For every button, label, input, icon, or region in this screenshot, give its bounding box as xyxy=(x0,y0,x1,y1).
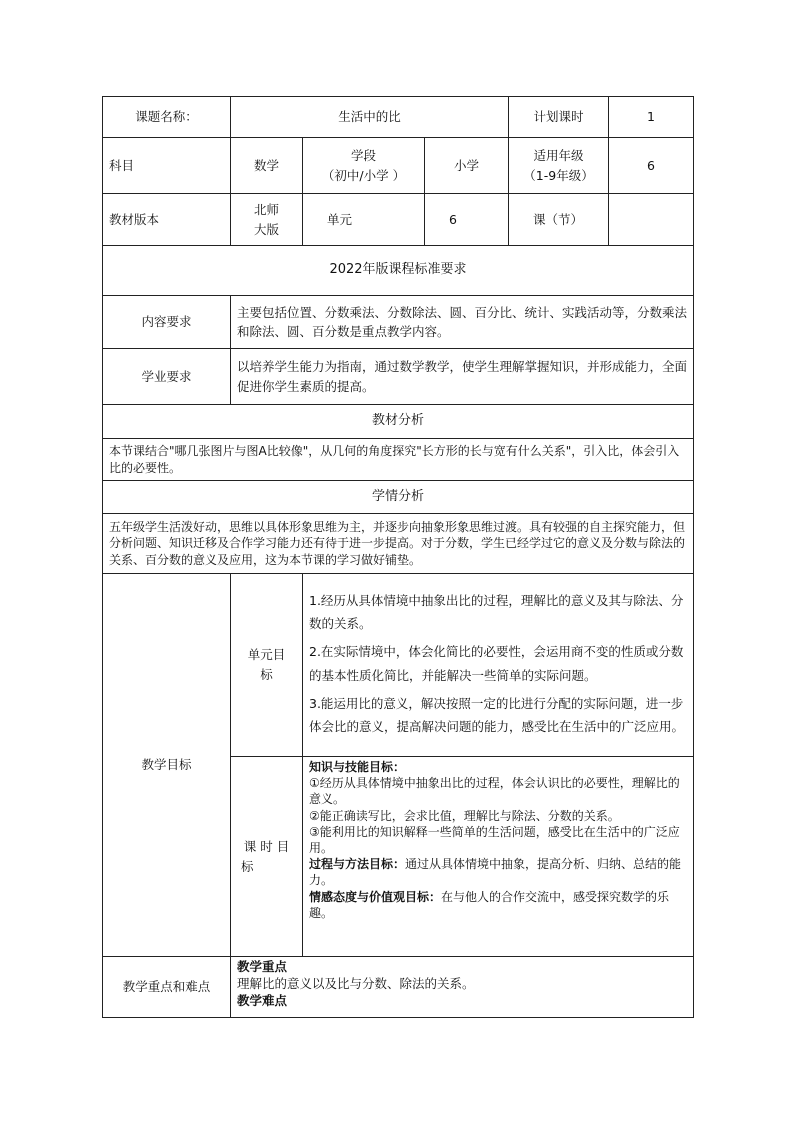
academic-requirements-text: 以培养学生能力为指南，通过数学教学，使学生理解掌握知识，并形成能力，全面促进你学生素质的提高。 xyxy=(231,349,694,405)
grade-label-line2: （1-9年级） xyxy=(523,167,594,183)
students-heading-row xyxy=(103,481,694,514)
title-value: 生活中的比 xyxy=(231,97,509,138)
lesson-goals-label-line2: 标 xyxy=(241,858,254,874)
keypoints-content xyxy=(231,957,694,1018)
difficulty-heading: 教学难点 xyxy=(237,992,288,1008)
students-text-row xyxy=(103,514,694,574)
keypoints-label: 教学重点和难点 xyxy=(103,957,231,1018)
planned-hours-value: 1 xyxy=(609,97,694,138)
emotion-goals-heading: 情感态度与价值观目标： xyxy=(309,889,442,904)
subject-label: 科目 xyxy=(103,138,231,194)
edition-value xyxy=(231,194,303,246)
subject-row xyxy=(103,138,694,194)
knowledge-goals-heading: 知识与技能目标： xyxy=(309,760,406,774)
textbook-heading-row xyxy=(103,405,694,439)
stage-label-line1: 学段 xyxy=(350,147,376,163)
focus-heading: 教学重点 xyxy=(237,959,288,974)
lesson-label: 课（节） xyxy=(509,194,609,246)
standards-heading: 2022年版课程标准要求 xyxy=(103,246,694,296)
unit-goals-list xyxy=(303,574,694,757)
textbook-analysis-heading: 教材分析 xyxy=(103,405,694,439)
knowledge-goal-item: ③能利用比的知识解释一些简单的生活问题，感受比在生活中的广泛应用。 xyxy=(309,824,680,855)
unit-value: 6 xyxy=(425,194,509,246)
standards-heading-row xyxy=(103,246,694,296)
lesson-value xyxy=(609,194,694,246)
grade-label-line1: 适用年级 xyxy=(533,147,584,163)
stage-label-line2: （初中/小学 ） xyxy=(321,167,406,183)
student-analysis-heading: 学情分析 xyxy=(103,481,694,514)
emotion-goals-text: 在与他人的合作交流中，感受探究数学的乐趣。 xyxy=(309,889,670,920)
unit-goal-item: 3.能运用比的意义，解决按照一定的比进行分配的实际问题，进一步体会比的意义，提高解决问题的能力，感受比在生活中的广泛应用。 xyxy=(309,695,685,734)
edition-value-line2: 大版 xyxy=(253,221,279,237)
stage-label xyxy=(303,138,425,194)
process-goals xyxy=(309,856,687,888)
process-goals-text: 通过从具体情境中抽象，提高分析、归纳、总结的能力。 xyxy=(309,857,682,888)
teaching-objectives-label: 教学目标 xyxy=(103,574,231,957)
academic-requirements-row xyxy=(103,349,694,405)
lesson-goals-content xyxy=(303,757,694,957)
edition-row xyxy=(103,194,694,246)
lesson-goals-label-line1: 课 时 目 xyxy=(243,838,290,854)
edition-label: 教材版本 xyxy=(103,194,231,246)
unit-goals-label xyxy=(231,574,303,757)
student-analysis-text: 五年级学生活泼好动，思维以具体形象思维为主，并逐步向抽象形象思维过渡。具有较强的自主探究能力，但分析问题、知识迁移及合作学习能力还有待于进一步提高。对于分数，学生已经学过它的意义及分数与除法的关系、百分数的意义及应用，这为本节课的学习做好铺垫。 xyxy=(103,514,694,574)
lesson-plan-table xyxy=(102,96,694,1018)
knowledge-goal-item: ②能正确读写比，会求比值，理解比与除法、分数的关系。 xyxy=(309,808,620,823)
textbook-analysis-text: 本节课结合"哪几张图片与图A比较像"，从几何的角度探究"长方形的长与宽有什么关系"，引入比，体会引入比的必要性。 xyxy=(103,439,694,481)
subject-value: 数学 xyxy=(231,138,303,194)
unit-goals-label-line2: 标 xyxy=(260,667,273,682)
title-label: 课题名称： xyxy=(103,97,231,138)
unit-label: 单元 xyxy=(303,194,425,246)
stage-value: 小学 xyxy=(425,138,509,194)
grade-label xyxy=(509,138,609,194)
title-row xyxy=(103,97,694,138)
unit-goal-item: 1.经历从具体情境中抽象出比的过程，理解比的意义及其与除法、分数的关系。 xyxy=(309,593,684,632)
grade-value: 6 xyxy=(609,138,694,194)
focus-text: 理解比的意义以及比与分数、除法的关系。 xyxy=(237,975,475,991)
process-goals-heading: 过程与方法目标： xyxy=(309,857,406,872)
lesson-goals-label xyxy=(231,757,303,957)
unit-goals-label-line1: 单元目 xyxy=(247,647,286,662)
planned-hours-label: 计划课时 xyxy=(509,97,609,138)
content-requirements-text: 主要包括位置、分数乘法、分数除法、圆、百分比、统计、实践活动等，分数乘法和除法、圆、百分数是重点教学内容。 xyxy=(231,296,694,349)
keypoints-row xyxy=(103,957,694,1018)
academic-requirements-label: 学业要求 xyxy=(103,349,231,405)
content-requirements-label: 内容要求 xyxy=(103,296,231,349)
unit-goals-row xyxy=(103,574,694,757)
edition-value-line1: 北师 xyxy=(253,201,279,217)
textbook-text-row xyxy=(103,439,694,481)
knowledge-goal-item: ①经历从具体情境中抽象出比的过程，体会认识比的必要性，理解比的意义。 xyxy=(309,776,680,807)
emotion-goals xyxy=(309,889,687,921)
unit-goal-item: 2.在实际情境中，体会化简比的必要性，会运用商不变的性质或分数的基本性质化简比，并能解决一些简单的实际问题。 xyxy=(309,644,684,683)
content-requirements-row xyxy=(103,296,694,349)
